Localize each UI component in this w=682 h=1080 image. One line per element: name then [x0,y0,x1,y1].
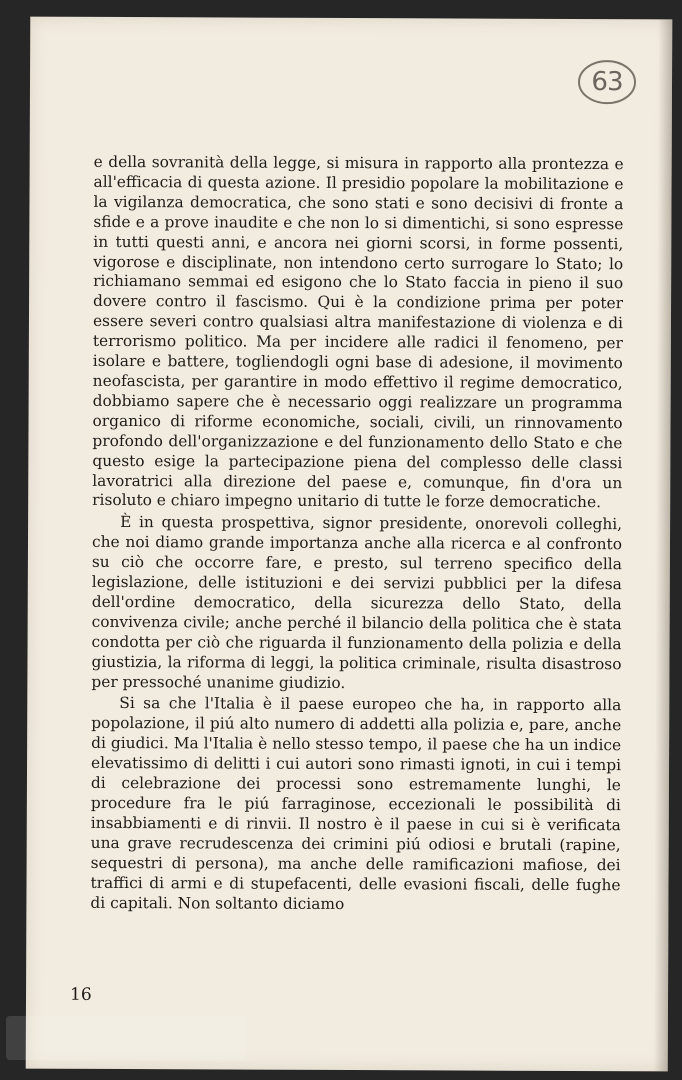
document-page [26,17,673,1072]
page-number: 16 [69,984,92,1005]
paragraph-3: Si sa che l'Italia è il paese europeo che ha, in rapporto alla popolazione, il piú alto numero di addetti alla polizia e, pare, anche di giudici. Ma l'Italia è nello stesso tempo, il paese che ha un indice elevatissimo di delitti i cui autori sono rimasti ignoti, in cui i tempi di celebrazione dei processi sono estremamente lunghi, le procedure fra le piú farraginose, eccezionali le possibilità di insabbiamenti e di rinvii. Il nostro è il paese in cui si è verificata una grave recrudescenza dei crimini piú odiosi e brutali (rapine, sequestri di persona), ma anche delle ramificazioni mafiose, dei traffici di armi e di stupefacenti, delle evasioni fiscali, delle fughe di capitali. Non soltanto diciamo [90,694,622,913]
body-text [90,153,623,916]
foundation-watermark-logo [0,1006,260,1076]
archive-number-stamp [576,57,638,107]
archive-number: 63 [591,67,623,98]
paragraph-2: È in questa prospettiva, signor presidente, onorevoli colleghi, che noi diamo grande importanza anche alla ricerca e al confronto su ciò che occorre fare, e presto, sul terreno specifico della legislazione, delle istituzioni e dei servizi pubblici per la difesa dell'ordine democratico, della sicurezza dello Stato, della convivenza civile; anche perché il bilancio della politica che è stata condotta per ciò che riguarda il funzionamento della polizia e della giustizia, la riforma di leggi, la politica criminale, risulta disastroso per pressoché unanime giudizio. [91,513,623,692]
paragraph-1: e della sovranità della legge, si misura in rapporto alla prontezza e all'efficacia di questa azione. Il presidio popolare la mobilitazione e la vigilanza democratica, che sono stati e sono decisivi di fronte a sfide e a prove inaudite e che non lo si dimentichi, si sono espresse in tutti questi anni, e ancora nei giorni scorsi, in forme possenti, vigorose e disciplinate, non intendono certo surrogare lo Stato; lo richiamano semmai ed esigono che lo Stato faccia in pieno il suo dovere contro il fascismo. Qui è la condizione prima per poter essere severi contro qualsiasi altra manifestazione di violenza e di terrorismo politico. Ma per incidere alle radici il fenomeno, per isolare e batterе, togliendogli ogni base di adesione, il movimento neofascista, per garantire in modo effettivo il regime democratico, dobbiamo sapere che è necessario oggi realizzare un programma organico di riforme economiche, sociali, civili, un rinnovamento profondo dell'organizzazione e del funzionamento dello Stato e che questo esige la partecipazione piena del complesso delle classi lavoratrici alla direzione del paese e, comunque, fin d'ora un risoluto e chiaro impegno unitario di tutte le forze democratiche. [92,152,624,512]
